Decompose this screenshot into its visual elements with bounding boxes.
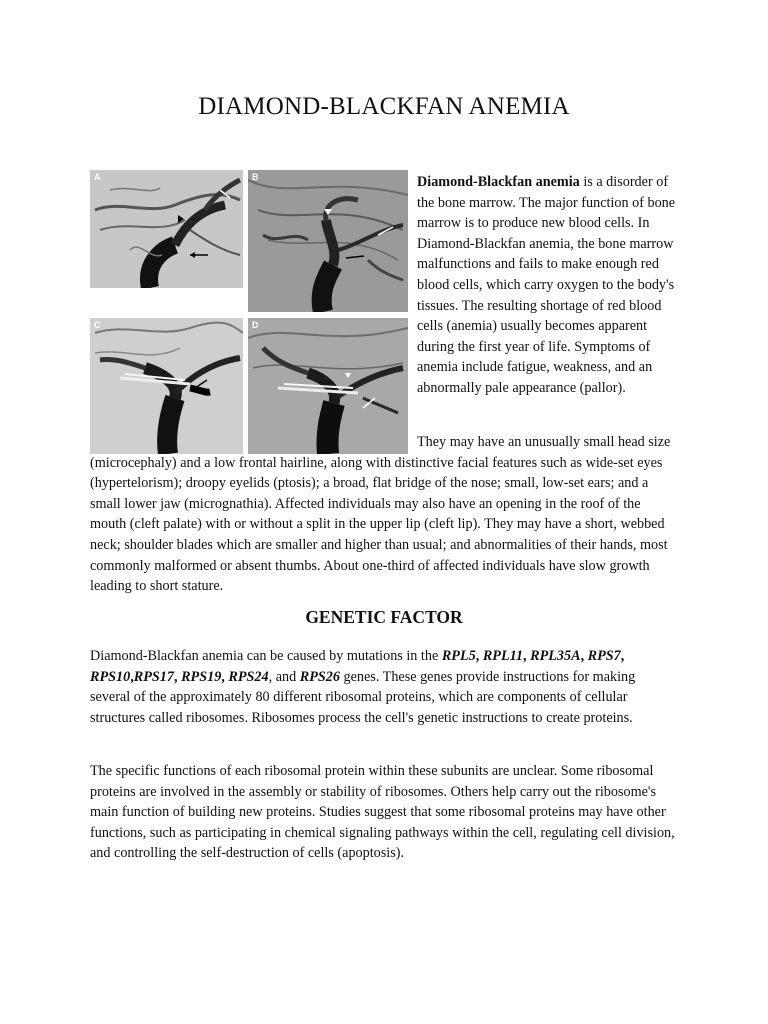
gene-separator: , <box>580 648 588 664</box>
panel-label-c: C <box>94 320 101 330</box>
angiogram-panel-a <box>90 170 243 288</box>
gene-separator: , <box>173 668 182 685</box>
intro-paragraph <box>417 172 679 399</box>
gene-name: RPL35A <box>530 648 581 664</box>
gene-name: RPS24 <box>228 668 269 685</box>
gene-separator: , <box>475 648 483 664</box>
genetic-paragraph <box>90 646 676 728</box>
gene-name: RPL5 <box>441 648 476 664</box>
gene-separator: , <box>130 668 134 685</box>
gene-separator: , <box>620 648 625 664</box>
intro-term: Diamond-Blackfan anemia <box>417 174 580 190</box>
document-title: DIAMOND-BLACKFAN ANEMIA <box>198 93 570 120</box>
intro-text: is a disorder of the bone marrow. The major function of bone marrow is to produce new blood cells. In Diamond-Blackfan anemia, the bone marrow malfunctions and fails to make enough red blood cells, which carry oxygen to the body's tissues. The resulting shortage of red blood cells (anemia) usually becomes apparent during the first year of life. Symptoms of anemia include fatigue, weakness, and an abnormally pale appearance (pallor). <box>417 174 676 396</box>
genetic-tail: genes. These genes provide instructions for making several of the approximately 80 different ribosomal proteins, which are components of cellular structures called ribosomes. Ribosomes process the cell's genetic instructions to create proteins. <box>90 668 636 726</box>
gene-name: RPS26 <box>299 668 340 685</box>
gene-name: RPS7 <box>587 648 621 664</box>
panel-label-d: D <box>252 320 259 330</box>
angiogram-panel-b <box>248 170 408 312</box>
features-paragraph: They may have an unusually small head size (microcephaly) and a low frontal hairline, along with distinctive facial features such as wide-set eyes (hypertelorism); droopy eyelids (ptosis); a broad, flat bridge of the nose; small, low-set ears; and a small lower jaw (micrognathia). Affected individuals may also have an opening in the roof of the mouth (cleft palate) with or without a split in the upper lip (cleft lip). They may have a short, webbed neck; shoulder blades which are smaller and higher than usual; and abnormalities of their hands, most commonly malformed or absent thumbs. About one-third of affected individuals have slow growth leading to short stature. <box>90 434 671 595</box>
genetic-lead: Diamond-Blackfan anemia can be caused by mutations in the <box>90 648 442 664</box>
gene-separator: , and <box>268 668 300 685</box>
angiogram-figure <box>90 170 408 454</box>
angiogram-image-a <box>90 170 243 288</box>
gene-name: RPS17 <box>133 668 174 685</box>
panel-label-a: A <box>94 172 101 182</box>
gene-name: RPS19 <box>181 668 222 685</box>
panel-label-b: B <box>252 172 259 182</box>
gene-name: RPS10 <box>90 668 131 685</box>
gene-separator: , <box>221 668 229 685</box>
gene-separator: , <box>523 648 531 664</box>
genetic-factor-heading: GENETIC FACTOR <box>305 607 463 627</box>
angiogram-image-b <box>248 170 408 312</box>
features-paragraph-block <box>90 432 672 597</box>
functions-paragraph: The specific functions of each ribosomal protein within these subunits are unclear. Some ribosomal proteins are involved in the assembly or stability of ribosomes. Others help carry out the ribosome's main function of building new proteins. Studies suggest that some ribosomal proteins may have other functions, such as participating in chemical signaling pathways within the cell, regulating cell division, and controlling the self-destruction of cells (apoptosis). <box>90 763 675 862</box>
gene-name: RPL11 <box>482 648 524 664</box>
